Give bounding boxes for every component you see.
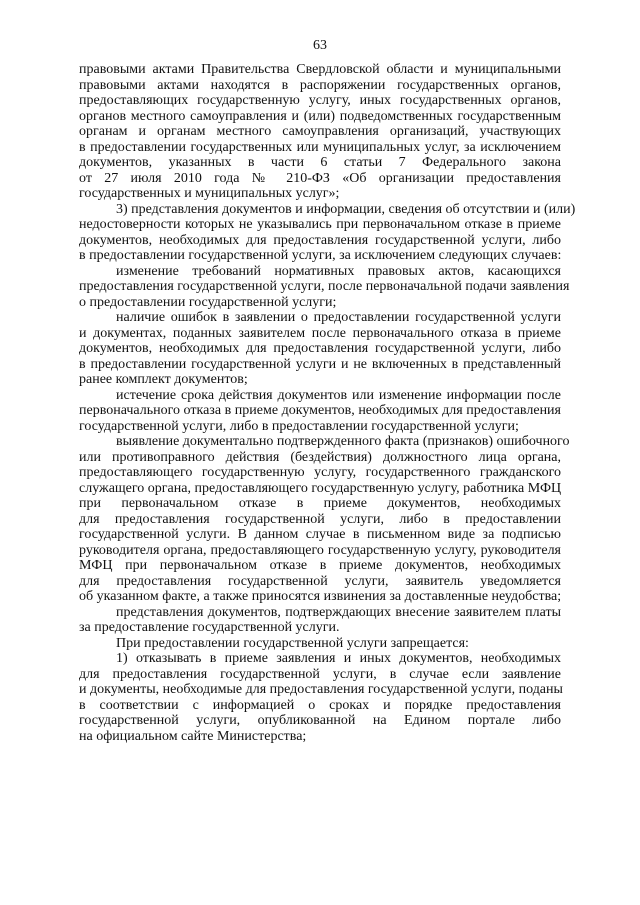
text-line: для предоставления государственной услуги, либо в предоставлении xyxy=(79,511,561,527)
text-line: государственной услуги, либо в предоставлении государственной услуги; xyxy=(79,418,519,434)
text-line: от 27 июля 2010 года № 210-ФЗ «Об организации предоставления xyxy=(79,170,561,186)
text-line: в предоставлении государственной услуги и не включенных в представленный xyxy=(79,356,561,372)
text-line: документов, необходимых для предоставления государственной услуги, либо xyxy=(79,341,561,356)
text-line: в предоставлении государственных или муниципальных услуг, за исключением xyxy=(79,139,561,155)
text-line: правовыми актами находятся в распоряжении государственных органов, xyxy=(79,77,561,93)
text-line: об указанном факте, а также приносятся извинения за доставленные неудобства; xyxy=(79,589,562,604)
page-number: 63 xyxy=(313,38,327,53)
text-line: ранее комплект документов; xyxy=(79,372,248,387)
text-line: истечение срока действия документов или изменение информации после xyxy=(116,387,561,403)
text-line: выявление документально подтвержденного факта (признаков) ошибочного xyxy=(116,434,570,449)
text-line: руководителя органа, предоставляющего государственную услугу, руководителя xyxy=(79,542,561,558)
text-line: в соответствии с информацией о сроках и порядке предоставления xyxy=(79,697,561,713)
text-line: При предоставлении государственной услуги запрещается: xyxy=(116,635,469,651)
text-line: и документы, необходимые для предоставления государственной услуги, поданы xyxy=(79,682,563,697)
text-line: представления документов, подтверждающих внесение заявителем платы xyxy=(116,604,561,620)
text-line: о предоставлении государственной услуги; xyxy=(79,294,337,310)
text-line: документов, необходимых для предоставления государственной услуги, либо xyxy=(79,232,561,248)
text-line: предоставляющих государственную услугу, иных государственных органов, xyxy=(79,93,561,108)
text-line: государственной услуги, опубликованной на Едином портале либо xyxy=(79,713,561,728)
text-line: наличие ошибок в заявлении о предоставлении государственной услуги xyxy=(116,310,561,325)
text-line: органам и органам местного самоуправления организаций, участвующих xyxy=(79,124,561,139)
text-line: 1) отказывать в приеме заявления и иных документов, необходимых xyxy=(116,651,561,666)
text-line: предоставления государственной услуги, после первоначальной подачи заявления xyxy=(79,279,570,294)
text-line: государственных и муниципальных услуг»; xyxy=(79,186,340,201)
text-line: или противоправного действия (бездействия) должностного лица органа, xyxy=(79,449,561,465)
text-line: первоначального отказа в приеме документов, необходимых для предоставления xyxy=(79,403,561,418)
text-line: служащего органа, предоставляющего государственную услугу, работника МФЦ xyxy=(79,480,562,496)
text-line: недостоверности которых не указывались при первоначальном отказе в приеме xyxy=(79,217,561,232)
text-line: государственной услуги. В данном случае в письменном виде за подписью xyxy=(79,527,561,542)
text-line: предоставляющего государственную услугу, государственного гражданского xyxy=(79,465,561,480)
document-body xyxy=(79,62,576,744)
text-line: МФЦ при первоначальном отказе в приеме документов, необходимых xyxy=(79,558,561,573)
text-line: для предоставления государственной услуги, в случае если заявление xyxy=(79,666,561,682)
text-line: при первоначальном отказе в приеме документов, необходимых xyxy=(79,496,561,511)
text-line: в предоставлении государственной услуги, за исключением следующих случаев: xyxy=(79,248,562,263)
text-line: органов местного самоуправления и (или) подведомственных государственным xyxy=(79,108,561,124)
text-line: документов, указанных в части 6 статьи 7 Федерального закона xyxy=(79,155,561,170)
text-line: правовыми актами Правительства Свердловской области и муниципальными xyxy=(79,62,561,77)
text-line: 3) представления документов и информации, сведения об отсутствии и (или) xyxy=(116,201,576,217)
text-line: на официальном сайте Министерства; xyxy=(79,728,307,744)
text-line: изменение требований нормативных правовых актов, касающихся xyxy=(116,263,561,279)
text-line: за предоставление государственной услуги. xyxy=(79,620,340,635)
text-line: для предоставления государственной услуги, заявитель уведомляется xyxy=(79,573,561,589)
text-line: и документах, поданных заявителем после первоначального отказа в приеме xyxy=(79,325,561,341)
